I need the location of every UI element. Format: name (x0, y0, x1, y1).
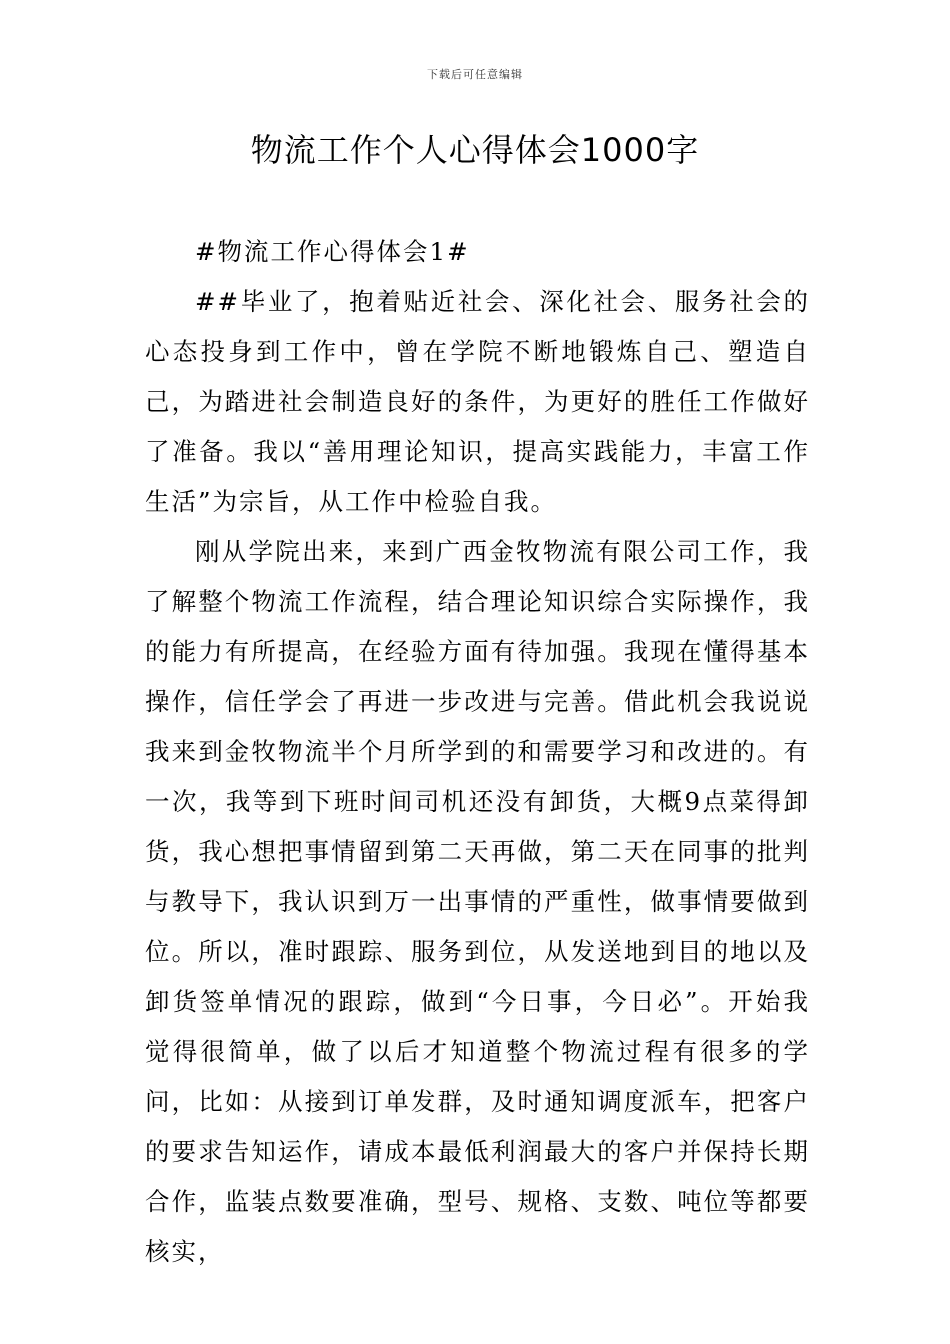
section-heading: #物流工作心得体会1# (195, 237, 470, 266)
document-body (145, 227, 810, 1277)
paragraph-2: 刚从学院出来，来到广西金牧物流有限公司工作，我了解整个物流工作流程，结合理论知识综合实际操作，我的能力有所提高，在经验方面有待加强。我现在懂得基本操作，信任学会了再进一步改进与完善。借此机会我说说我来到金牧物流半个月所学到的和需要学习和改进的。有一次，我等到下班时间司机还没有卸货，大概9点菜得卸货，我心想把事情留到第二天再做，第二天在同事的批判与教导下，我认识到万一出事情的严重性，做事情要做到位。所以，准时跟踪、服务到位，从发送地到目的地以及卸货签单情况的跟踪，做到“今日事，今日必”。开始我觉得很简单，做了以后才知道整个物流过程有很多的学问，比如：从接到订单发群，及时通知调度派车，把客户的要求告知运作，请成本最低利润最大的客户并保持长期合作，监装点数要准确，型号、规格、支数、吨位等都要核实， (145, 537, 810, 1266)
download-note: 下载后可任意编辑 (427, 68, 523, 81)
document-title: 物流工作个人心得体会1000字 (250, 131, 700, 169)
paragraph-1: ##毕业了，抱着贴近社会、深化社会、服务社会的心态投身到工作中，曾在学院不断地锻炼自己、塑造自己，为踏进社会制造良好的条件，为更好的胜任工作做好了准备。我以“善用理论知识，提高实践能力，丰富工作生活”为宗旨，从工作中检验自我。 (145, 287, 810, 516)
